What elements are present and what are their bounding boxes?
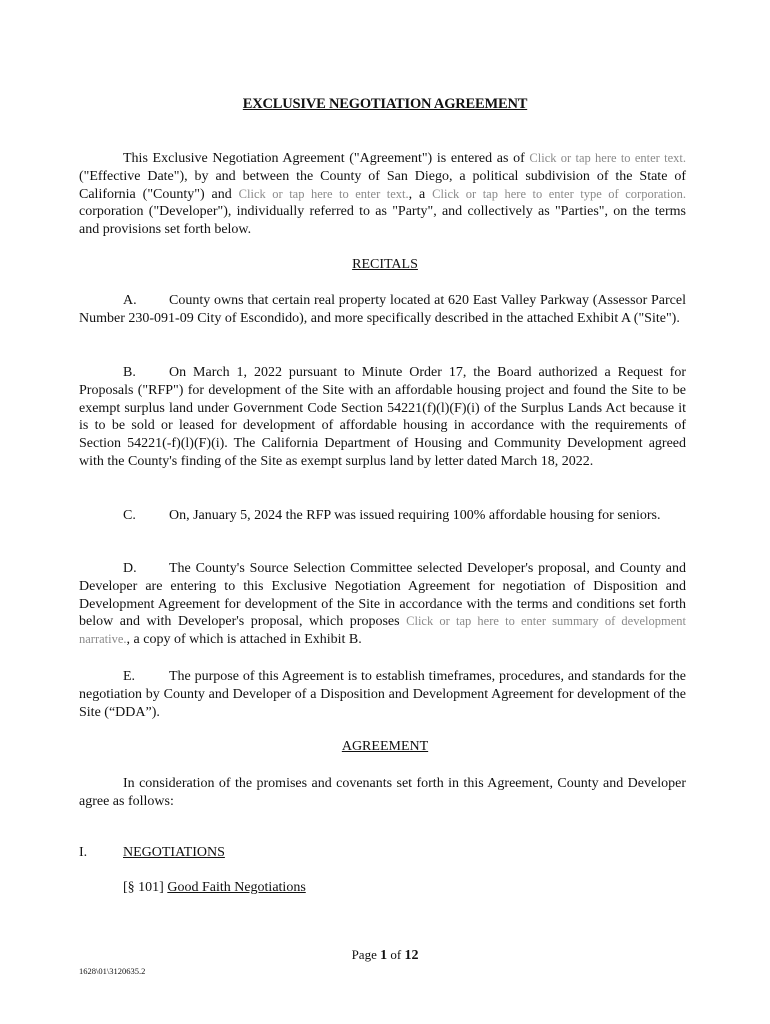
page-total: 12 [404,948,419,963]
page-footer [0,947,770,964]
recital-e-text: The purpose of this Agreement is to establish timeframes, procedures, and standards for the negotiation by County and Developer of a Disposition and Development Agreement for development of the Site (“DDA”). [79,669,686,720]
agreement-intro-text: In consideration of the promises and covenants set forth in this Agreement, County and Developer agree as follows: [79,776,686,809]
effective-date-field[interactable]: Click or tap here to enter text. [529,151,686,165]
developer-name-field[interactable]: Click or tap here to enter text. [238,186,409,201]
recital-e-label: E. [123,669,136,684]
section-1-title: NEGOTIATIONS [123,845,225,860]
corporation-type-field[interactable]: Click or tap here to enter type of corporation. [432,186,686,201]
intro-text-3: , a [408,186,433,202]
recital-b-label: B. [123,365,136,380]
document-title: EXCLUSIVE NEGOTIATION AGREEMENT [242,96,528,112]
recital-d [79,560,686,649]
agreement-heading: AGREEMENT [341,739,429,754]
recital-a-label: A. [123,293,137,308]
recital-b [79,364,686,471]
intro-text-1: This Exclusive Negotiation Agreement ("Agreement") is entered as of [123,151,530,166]
intro-text-2: ("Effective Date"), by and between the County of San Diego, a political subdivision of the State of California ("County") and [79,168,686,202]
section-1-number: I. [79,845,88,860]
recital-b-text: On March 1, 2022 pursuant to Minute Order 17, the Board authorized a Request for Proposals ("RFP") for development of the Site with an affordable housing project and found the Site to be exempt surplus land under Government Code Section 54221(f)(l)(F)(i) of the Surplus Lands Act because it is to be sold or leased for development of affordable housing in accordance with the requirements of Section 54221(-f)(l)(F)(i). The California Department of Housing and Community Development agreed with the County's finding of the Site as exempt surplus land by letter dated March 18, 2022. [79,365,686,469]
page-word: Page [351,947,377,962]
recital-d-tail: , a copy of which is attached in Exhibit B. [126,632,362,648]
recital-a [79,292,686,328]
development-summary-field[interactable]: Click or tap here to enter summary of development narrative. [79,614,686,647]
recital-c [79,507,686,525]
recital-a-text: County owns that certain real property located at 620 East Valley Parkway (Assessor Parcel Number 230-091-09 City of Escondido), and more specifically described in the attached Exhibit A ("Site"). [79,293,686,326]
recital-d-label: D. [123,561,137,576]
of-word: of [390,947,402,962]
agreement-intro [79,775,686,811]
recitals-heading: RECITALS [352,257,418,272]
intro-text-4: corporation ("Developer"), individually referred to as "Party", and collectively as "Parties", on the terms and provisions set forth below. [79,204,686,238]
section-1-heading [79,845,225,861]
document-id: 1628\01\3120635.2 [79,966,146,976]
recital-c-text: On, January 5, 2024 the RFP was issued requiring 100% affordable housing for seniors. [169,508,661,523]
subsection-101-heading [123,880,306,896]
recital-c-label: C. [123,508,136,523]
intro-paragraph [79,150,686,239]
recital-d-text: The County's Source Selection Committee selected Developer's proposal, and County and Developer are entering to this Exclusive Negotiation Agreement for negotiation of Disposition and Development Agreement for development of the Site in accordance with the terms and conditions set forth below and with Developer's proposal, which proposes [79,561,686,630]
subsection-101-title: Good Faith Negotiations [167,880,306,895]
subsection-101-number: [§ 101] [123,880,164,895]
recital-e [79,668,686,721]
page-number: 1 [380,948,388,963]
